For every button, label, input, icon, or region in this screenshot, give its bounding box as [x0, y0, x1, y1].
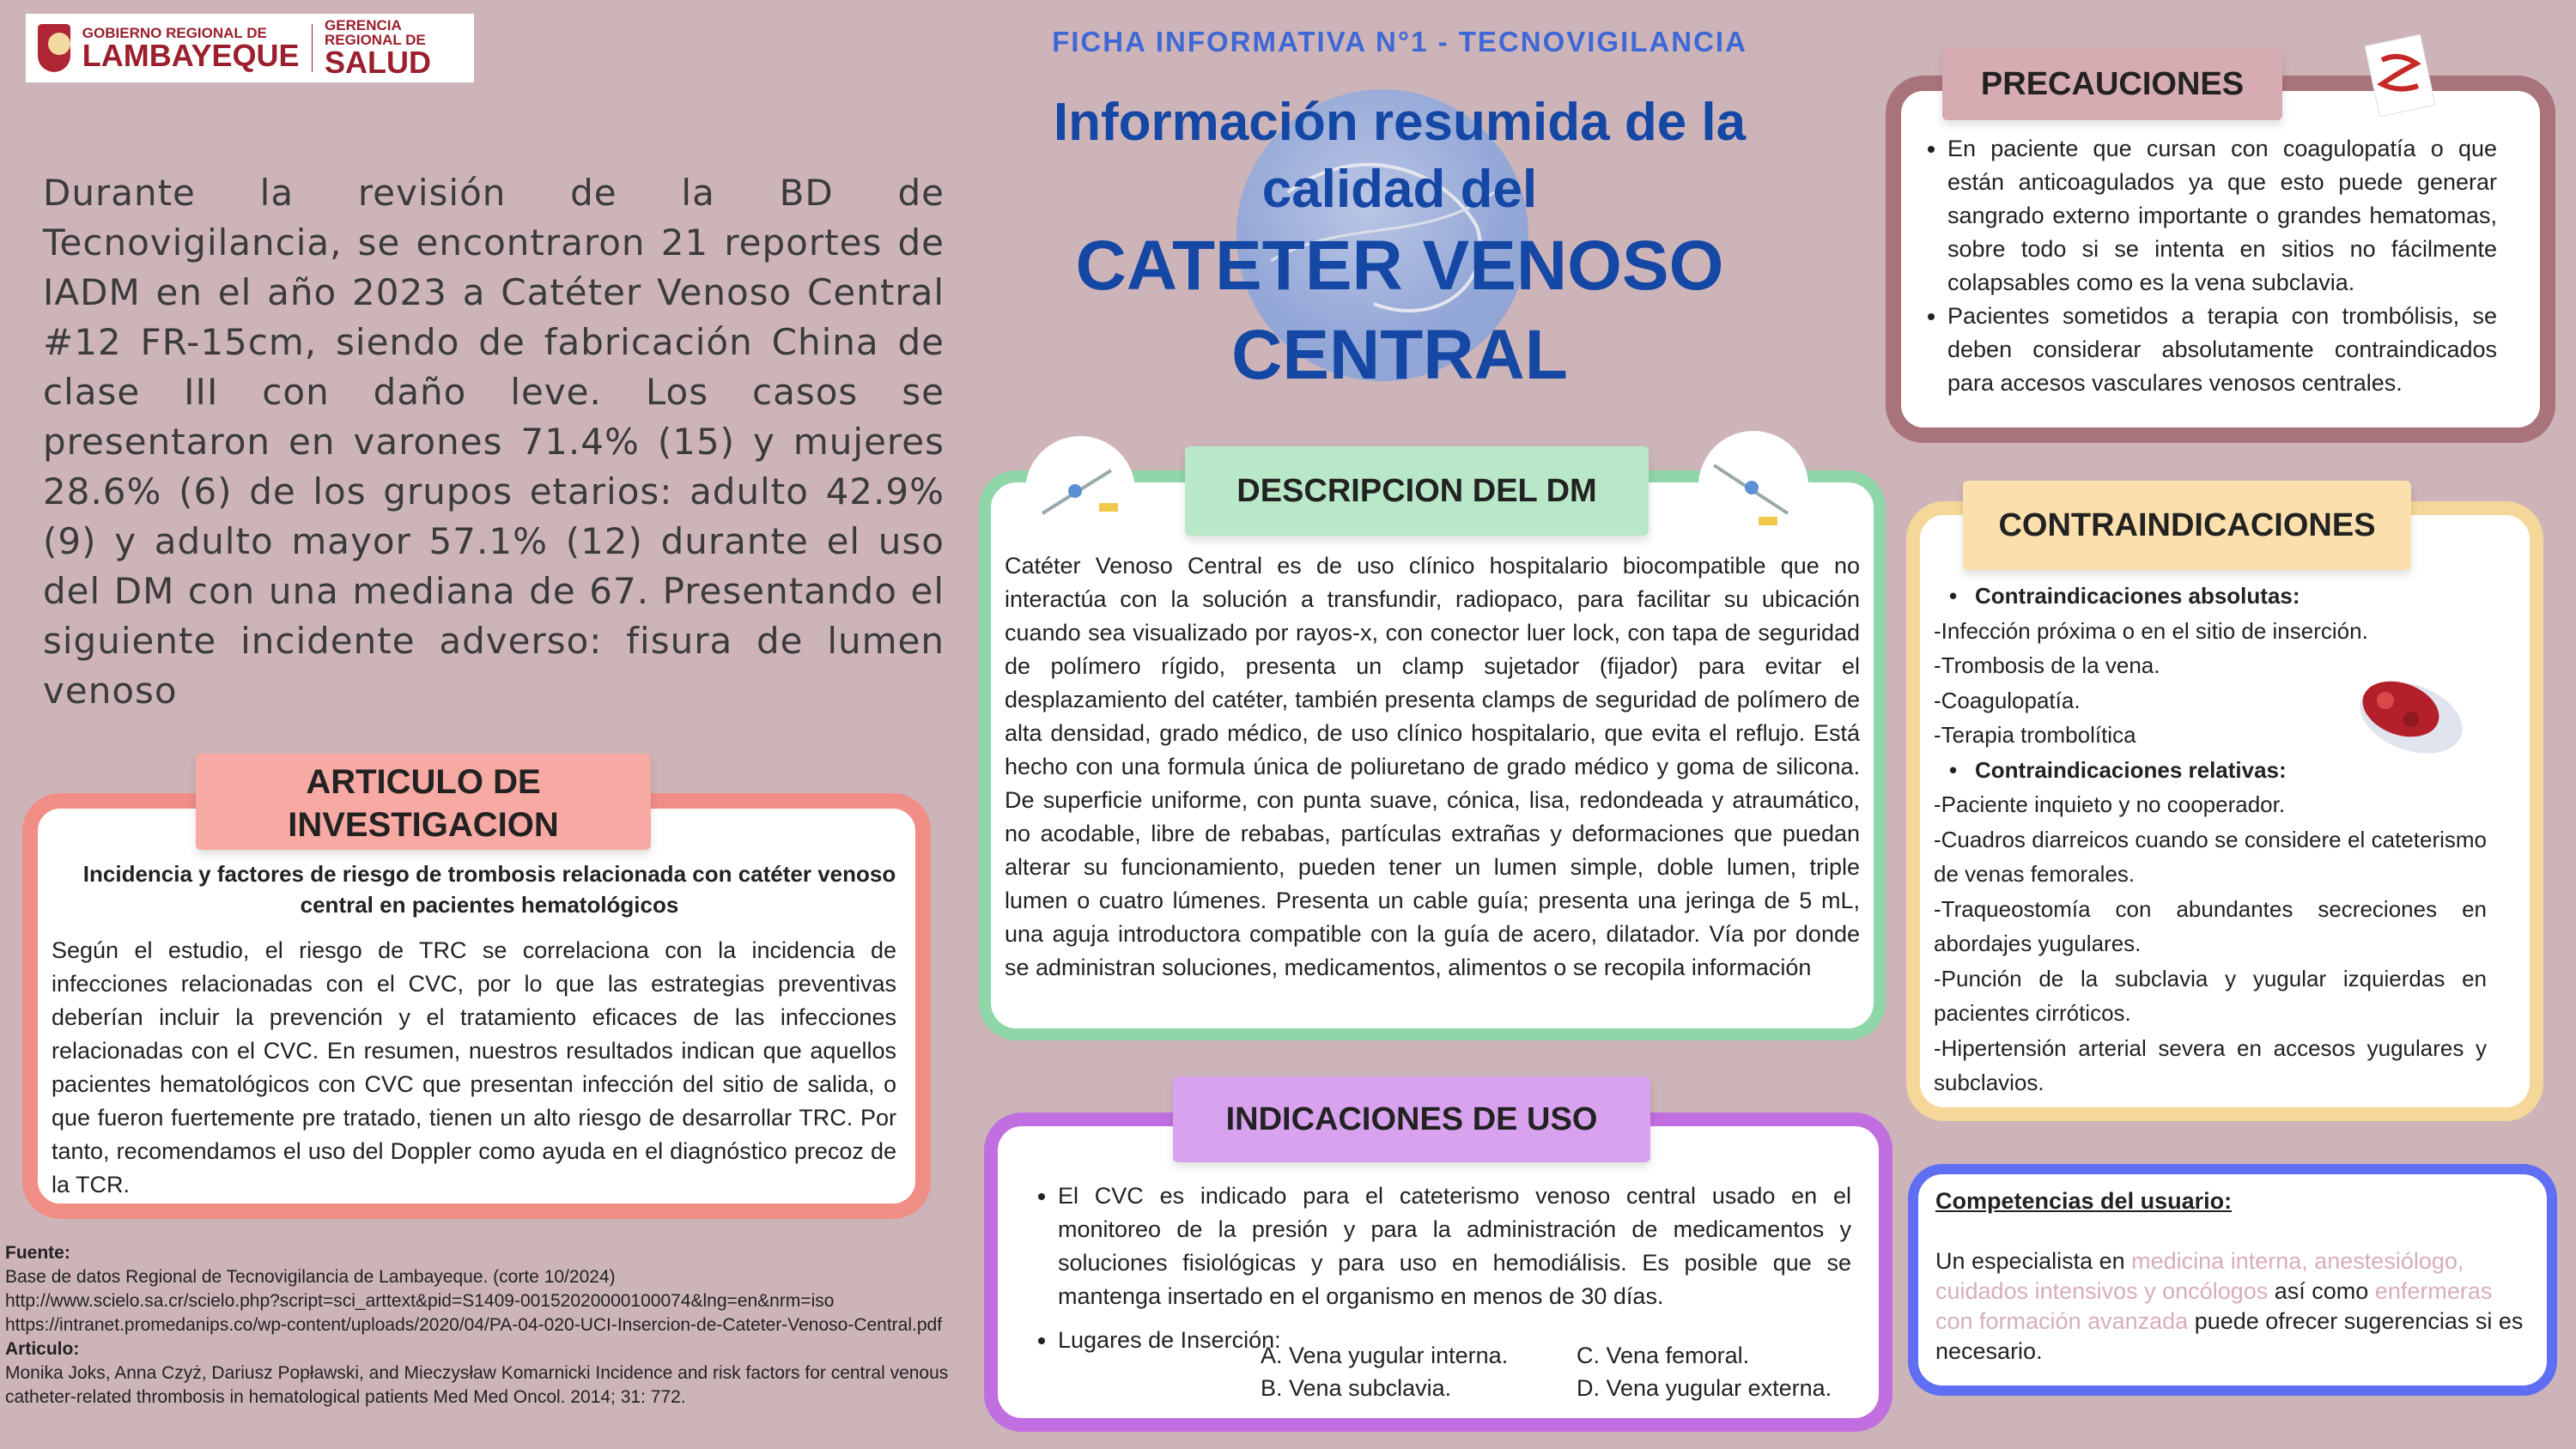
product-box-image — [2365, 34, 2435, 117]
title-line3: CATETER VENOSO — [1075, 227, 1724, 305]
articulo-ref-label: Articulo: — [5, 1339, 80, 1359]
articulo-body: Según el estudio, el riesgo de TRC se correlaciona con la incidencia de infecciones relacionadas con el CVC, por lo que las estrategias preventivas deberían incluir la prevención y el tratamiento eficaces de las infecciones relacionadas con el CVC. En resumen, nuestros resultados indican que aquellos pacientes hematológicos con CVC que presentan infección del sitio de salida, o que fueron fuertemente pre tratado, tienen un alto riesgo de desarrollar TRC. Por tanto, recomendamos el uso del Doppler como ayuda en el diagnóstico precoz de la TCR. — [52, 937, 896, 1197]
insertion-site: C. Vena femoral. — [1577, 1343, 1750, 1368]
catheter-icon — [1025, 436, 1135, 546]
source-line: Base de datos Regional de Tecnovigilancia de Lambayeque. (corte 10/2024) — [5, 1267, 616, 1287]
insertion-site: A. Vena yugular interna. — [1261, 1343, 1509, 1368]
insertion-site: B. Vena subclavia. — [1261, 1375, 1452, 1401]
thrombus-image — [2351, 666, 2470, 767]
intro-paragraph: Durante la revisión de la BD de Tecnovigilancia, se encontraron 21 reportes de IADM en el año 2023 a Catéter Venoso Central #12 FR-15cm, siendo de fabricación China de clase III con daño leve. Los casos se presentaron en varones 71.4% (15) y mujeres 28.6% (6) de los grupos etarios: adulto 42.9% (9) y adulto mayor 57.1% (12) durante el uso del DM con una mediana de 67. Presentando el siguiente incidente adverso: fisura de lumen venoso — [43, 172, 945, 712]
list-item: -Paciente inquieto y no cooperador. — [1934, 791, 2286, 817]
competencias-body: Un especialista en medicina interna, anestesiólogo, cuidados intensivos y oncólogos así como enfermeras con formación avanzada puede ofrecer sugerencias si es necesario. — [1935, 1248, 2524, 1364]
list-item: • Lugares de Inserción: — [1058, 1324, 1851, 1357]
source-link[interactable]: http://www.scielo.sa.cr/scielo.php?script=sci_arttext&pid=S1409-00152020000100074&lng=en&nrm=iso — [5, 1291, 835, 1311]
product-box-icon — [2365, 34, 2435, 117]
indicaciones-body — [1027, 1179, 1851, 1357]
nurses-highlight: enfermeras con formación avanzada — [1935, 1278, 2493, 1334]
logo-line1-left: GOBIERNO REGIONAL DE — [82, 24, 267, 41]
catheter-icon — [1698, 431, 1808, 541]
coat-of-arms-icon — [38, 24, 70, 72]
list-item: -Trombosis de la vena. — [1934, 652, 2160, 678]
institution-logo — [26, 14, 474, 82]
contraindicaciones-tab: CONTRAINDICACIONES — [1963, 481, 2411, 570]
page-subtitle — [945, 221, 1855, 400]
logo-line1-right: GERENCIA REGIONAL DE — [325, 17, 426, 48]
sources-label: Fuente: — [5, 1243, 70, 1263]
contraindicaciones-body — [1934, 579, 2487, 1100]
articulo-tab-line1: ARTICULO DE — [306, 763, 541, 801]
articulo-tab-line2: INVESTIGACION — [288, 806, 559, 844]
document-kicker: FICHA INFORMATIVA N°1 - TECNOVIGILANCIA — [1052, 26, 1747, 58]
precauciones-tab: PRECAUCIONES — [1942, 48, 2282, 120]
list-item: -Terapia trombolítica — [1934, 722, 2136, 748]
list-item: • El CVC es indicado para el cateterismo venoso central usado en el monitoreo de la presión y para la administración de medicamentos y soluciones fisiológicas y para uso en hemodiálisis. Es posible que se mantenga insertado en el organismo en menos de 30 días. — [1058, 1179, 1851, 1313]
articulo-tab — [196, 754, 651, 850]
absolutas-label: • Contraindicaciones absolutas: — [1934, 579, 2487, 614]
insertion-site: D. Vena yugular externa. — [1577, 1375, 1832, 1401]
specialists-highlight: medicina interna, anestesiólogo, cuidados intensivos y oncólogos — [1935, 1248, 2464, 1304]
list-item: -Cuadros diarreicos cuando se considere el cateterismo de venas femorales. — [1934, 826, 2487, 887]
insertion-sites — [1261, 1339, 1879, 1404]
page-title — [945, 89, 1855, 223]
title-line4: CENTRAL — [1231, 316, 1568, 394]
list-item: -Coagulopatía. — [1934, 687, 2081, 713]
list-item: -Punción de la subclavia y yugular izquierdas en pacientes cirróticos. — [1934, 965, 2487, 1026]
articulo-reference: Monika Joks, Anna Czyż, Dariusz Popławski, and Mieczysław Komarnicki Incidence and risk factors for central venous catheter-related thrombosis in hematological patients Med Med Oncol. 2014; 31: 772. — [5, 1363, 949, 1407]
list-item: -Infección próxima o en el sitio de inserción. — [1934, 617, 2368, 644]
logo-line2-left: LAMBAYEQUE — [82, 37, 300, 73]
sources — [5, 1241, 950, 1410]
title-line2: calidad del — [1261, 160, 1538, 219]
catheter-photo-left — [1025, 436, 1135, 546]
logo-divider — [312, 24, 313, 72]
list-item: -Traqueostomía con abundantes secreciones en abordajes yugulares. — [1934, 895, 2487, 956]
descripcion-body: Catéter Venoso Central es de uso clínico hospitalario biocompatible que no interactúa con la solución a transfundir, radiopaco, para facilitar su ubicación cuando sea visualizado por rayos-x, con conector luer lock, con tapa de seguridad de polímero rígido, presenta un clamp sujetador (fijador) para evitar el desplazamiento del catéter, también presenta clamps de seguridad de polímero de alta densidad, grado médico, de uso clínico hospitalario, que evita el reflujo. Está hecho con una formula única de poliuretano de grado médico y goma de silicona. De superficie uniforme, con punta suave, cónica, lisa, redondeada y atraumático, no acodable, libre de rebabas, partículas extrañas y deformaciones que puedan alterar su funcionamiento, pueden tener un lumen simple, doble lumen, triple lumen o cuatro lúmenes. Presenta un cable guía; presenta una jeringa de 5 mL, una aguja introductora compatible con la guía de acero, dilatador. Vía por donde se administran soluciones, medicamentos, alimentos o se recopila información — [1005, 553, 1860, 980]
catheter-photo-right — [1698, 431, 1808, 541]
list-item: -Hipertensión arterial severa en accesos yugulares y subclavios. — [1934, 1034, 2487, 1095]
competencias-heading: Competencias del usuario: — [1935, 1188, 2233, 1214]
source-link[interactable]: https://intranet.promedanips.co/wp-content/uploads/2020/04/PA-04-020-UCI-Insercion-de-Cateter-Venoso-Central.pdf — [5, 1315, 943, 1335]
list-item: • En paciente que cursan con coagulopatía o que están anticoagulados ya que esto puede generar sangrado externo importante o grandes hematomas, sobre todo si se intenta en sitios no fácilmente colapsables como es la vena subclavia. — [1947, 132, 2497, 300]
blood-clot-icon — [2351, 666, 2470, 767]
logo-line2-right: SALUD — [325, 45, 432, 80]
relativas-label: • Contraindicaciones relativas: — [1934, 753, 2487, 788]
title-line1: Información resumida de la — [1053, 93, 1747, 152]
articulo-heading: Incidencia y factores de riesgo de trombosis relacionada con catéter venoso central en pacientes hematológicos — [82, 861, 896, 918]
list-item: • Pacientes sometidos a terapia con trombólisis, se deben considerar absolutamente contraindicados para accesos vasculares venosos centrales. — [1947, 300, 2497, 400]
precauciones-body — [1917, 132, 2497, 400]
descripcion-tab: DESCRIPCION DEL DM — [1185, 446, 1649, 536]
indicaciones-tab: INDICACIONES DE USO — [1173, 1076, 1650, 1162]
